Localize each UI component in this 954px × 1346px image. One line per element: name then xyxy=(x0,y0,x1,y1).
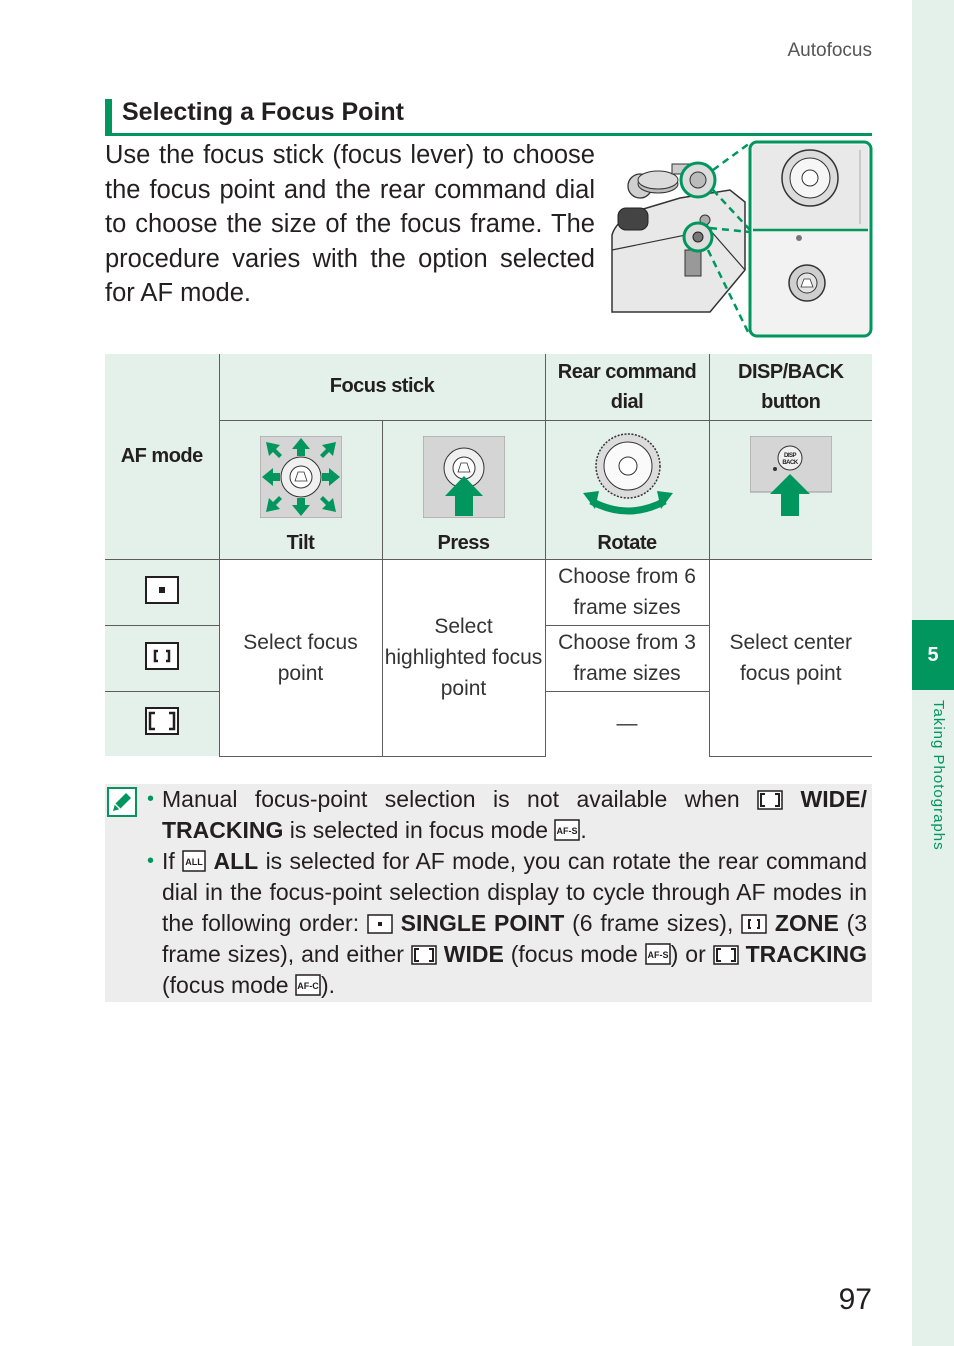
svg-text:AF-S: AF-S xyxy=(556,826,578,836)
svg-text:ALL: ALL xyxy=(185,857,203,867)
single-point-icon xyxy=(367,914,393,934)
rotate-zone-text: Choose from 3 frame sizes xyxy=(558,631,696,685)
rotate-cell xyxy=(545,420,709,559)
header-focus-stick: Focus stick xyxy=(219,354,545,420)
note2-single-point: SINGLE POINT xyxy=(400,910,565,936)
running-head: Autofocus xyxy=(787,40,872,61)
bullet: • xyxy=(147,850,155,872)
page-number: 97 xyxy=(838,1283,872,1316)
note2-zone: ZONE xyxy=(774,910,839,936)
chapter-number: 5 xyxy=(927,643,939,666)
press-description-text: Select highlighted focus point xyxy=(384,615,543,700)
note-item-2 xyxy=(147,846,867,1001)
note2-text-c: (6 frame sizes), xyxy=(564,910,742,936)
zone-icon xyxy=(741,914,767,934)
wide-tracking-icon xyxy=(713,945,739,965)
focus-stick-press-icon xyxy=(423,436,505,518)
note-list xyxy=(147,784,867,1001)
note2-wide: WIDE xyxy=(443,941,504,967)
note1-text-b: is selected in focus mode xyxy=(283,817,555,843)
header-disp-back-label: DISP/BACK button xyxy=(738,360,844,413)
rear-dial-rotate-icon xyxy=(583,431,673,521)
disp-back-cell xyxy=(709,420,872,559)
wide-tracking-icon xyxy=(411,945,437,965)
rotate-single-description xyxy=(545,559,709,625)
all-icon xyxy=(182,850,206,872)
rotate-wide-description: — xyxy=(545,691,709,756)
press-description xyxy=(382,559,545,756)
svg-text:DISP: DISP xyxy=(783,452,796,459)
section-title: Selecting a Focus Point xyxy=(122,98,404,126)
af-s-icon xyxy=(554,819,580,841)
header-disp-back xyxy=(709,354,872,420)
af-s-icon xyxy=(645,943,671,965)
header-rear-dial xyxy=(545,354,709,420)
note1-end: . xyxy=(580,817,587,843)
note2-text-a: If xyxy=(162,848,183,874)
note2-tracking: TRACKING xyxy=(745,941,867,967)
rotate-zone-description xyxy=(545,625,709,691)
note-pencil-icon xyxy=(107,787,137,817)
chapter-tab xyxy=(912,620,954,690)
disp-description xyxy=(709,559,872,756)
press-cell xyxy=(382,420,545,559)
note2-all: ALL xyxy=(213,848,259,874)
action-tilt: Tilt xyxy=(286,531,315,554)
action-press: Press xyxy=(437,531,490,554)
tilt-description-text: Select focus point xyxy=(243,630,358,685)
tilt-cell xyxy=(219,420,382,559)
intro-paragraph: Use the focus stick (focus lever) to choose the focus point and the rear command dial to choose the size of the focus frame. The procedure varies with the option selected for AF mode. xyxy=(105,141,595,307)
chapter-title: Taking Photographs xyxy=(930,700,947,851)
svg-text:AF-C: AF-C xyxy=(297,981,319,991)
single-point-icon xyxy=(145,576,179,604)
note2-text-e: (focus mode xyxy=(503,941,645,967)
svg-text:AF-S: AF-S xyxy=(647,950,669,960)
tilt-description xyxy=(219,559,382,756)
rotate-single-text: Choose from 6 frame sizes xyxy=(558,565,696,619)
note-box xyxy=(105,784,872,1002)
mode-single-point xyxy=(105,559,219,625)
disp-description-text: Select center focus point xyxy=(729,630,853,685)
svg-text:BACK: BACK xyxy=(781,459,798,466)
note2-text-g: (focus mode xyxy=(162,972,295,998)
header-af-mode-label: AF mode xyxy=(120,444,203,467)
note-item-1 xyxy=(147,784,867,846)
note2-text-b: is selected for AF mode, you can rotate the rear command dial in the focus-point selection display to cycle through AF modes in the following order: xyxy=(162,848,868,936)
header-rear-dial-label: Rear command dial xyxy=(557,360,697,413)
note2-text-d: (3 frame sizes), and either xyxy=(162,910,868,967)
note1-keyword: WIDE/ TRACKING xyxy=(162,786,867,843)
mode-zone xyxy=(105,625,219,691)
wide-tracking-icon xyxy=(757,790,783,810)
header-af-mode xyxy=(105,354,219,559)
action-rotate: Rotate xyxy=(597,531,657,554)
wide-tracking-icon xyxy=(145,707,179,735)
mode-wide-tracking xyxy=(105,691,219,756)
note2-text-h: ). xyxy=(320,972,336,998)
section-heading xyxy=(105,97,872,136)
af-c-icon xyxy=(295,974,321,996)
section-bar xyxy=(105,99,112,133)
camera-illustration xyxy=(610,140,875,340)
note2-text-f: ) or xyxy=(670,941,713,967)
note1-text-a: Manual focus-point selection is not available when xyxy=(162,786,758,812)
focus-stick-tilt-icon xyxy=(260,436,342,518)
bullet: • xyxy=(147,788,155,810)
disp-back-button-icon xyxy=(750,436,832,518)
zone-icon xyxy=(145,642,179,670)
af-mode-table xyxy=(105,354,872,757)
camera-body-icon xyxy=(612,164,745,312)
